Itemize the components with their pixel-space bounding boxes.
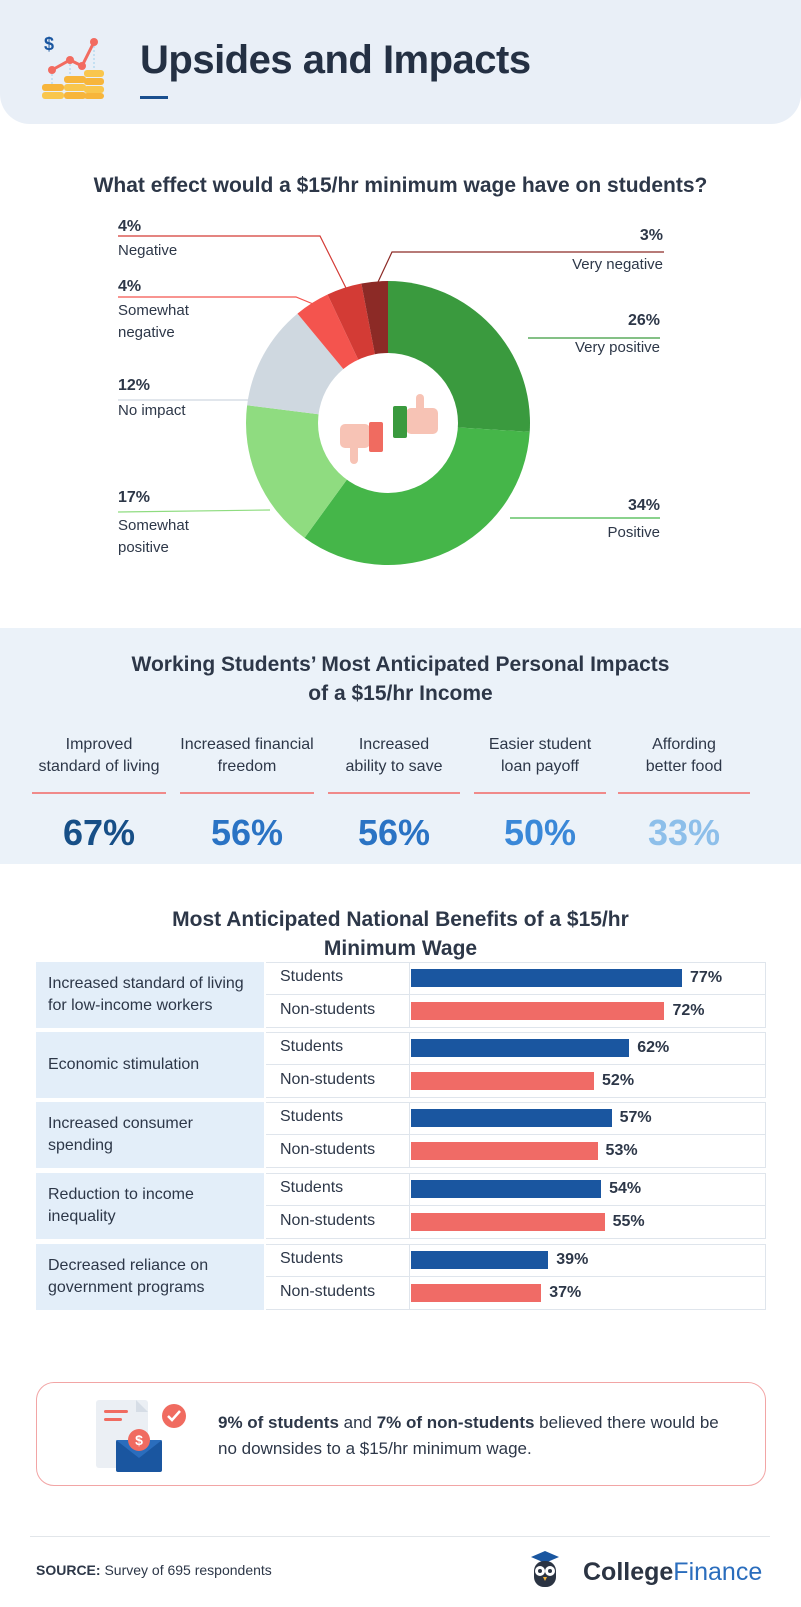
impact-label-line: Increased financial (180, 736, 314, 753)
impact-label-line: better food (645, 758, 723, 775)
callout-stat-students: 9% of students (218, 1413, 339, 1432)
bar-value-label: 52% (602, 1072, 635, 1089)
slice-pct-no-impact: 12% (118, 377, 151, 394)
benefit-rows (266, 1032, 766, 1098)
benefit-group (36, 1102, 766, 1168)
slice-pct-somewhat-positive: 17% (118, 489, 151, 506)
impact-value: 56% (357, 812, 431, 853)
benefit-group (36, 962, 766, 1028)
benefit-row-students (266, 962, 766, 994)
slice-label-no-impact: No impact (118, 402, 186, 419)
impact-divider (618, 792, 750, 794)
callout-connector: and (338, 1413, 377, 1432)
impact-item (618, 734, 750, 854)
benefit-category (36, 1244, 264, 1310)
brand-logo (583, 1558, 762, 1587)
series-label: Non-students (266, 1135, 410, 1167)
series-label: Non-students (266, 1206, 410, 1238)
slice-label-somewhat-negative-1: Somewhat (118, 302, 189, 319)
impact-label-line: Easier student (488, 736, 592, 753)
impact-label (474, 734, 606, 788)
bar-non-students (411, 1142, 598, 1160)
brand-part-2: Finance (673, 1558, 763, 1586)
impact-label-line: Affording (652, 736, 716, 753)
benefit-group (36, 1173, 766, 1239)
bar-value-label: 55% (612, 1213, 645, 1230)
title-underline (140, 96, 168, 99)
slice-pct-very-positive: 26% (627, 312, 660, 329)
benefit-row-students (266, 1032, 766, 1064)
bar-students (411, 969, 682, 987)
slice-label-somewhat-negative-2: negative (118, 324, 175, 341)
benefit-group (36, 1032, 766, 1098)
benefit-row-non-students (266, 1065, 766, 1097)
benefit-category (36, 962, 264, 1028)
impact-value: 33% (647, 812, 721, 853)
page-title: Upsides and Impacts (140, 38, 531, 82)
source-note (36, 1562, 272, 1578)
bar-value-label: 39% (556, 1251, 589, 1268)
row-border (266, 1309, 766, 1310)
benefit-rows (266, 1173, 766, 1239)
bar-value-label: 53% (605, 1142, 638, 1159)
source-text: Survey of 695 respondents (100, 1562, 272, 1578)
row-border (266, 1027, 766, 1028)
slice-pct-somewhat-negative: 4% (118, 278, 142, 295)
impact-label-line: loan payoff (501, 758, 579, 775)
footer-divider (30, 1536, 770, 1537)
series-label: Non-students (266, 1277, 410, 1309)
impact-value: 67% (62, 812, 136, 853)
bar-students (411, 1109, 612, 1127)
benefits-title-line-2: Minimum Wage (323, 937, 478, 960)
benefit-row-non-students (266, 1206, 766, 1238)
benefit-rows (266, 962, 766, 1028)
impact-divider (180, 792, 314, 794)
slice-label-somewhat-positive-2: positive (118, 539, 169, 556)
impact-item (328, 734, 460, 854)
benefit-row-students (266, 1173, 766, 1205)
svg-text:$: $ (44, 34, 55, 54)
impacts-title-line-1: Working Students’ Most Anticipated Personal Impacts (131, 653, 670, 676)
row-border (266, 1238, 766, 1239)
slice-label-very-positive: Very positive (574, 339, 660, 356)
benefit-category-label: Increased consumer spending (48, 1115, 193, 1154)
benefit-category-label: Reduction to income inequality (48, 1186, 194, 1225)
bar-value-label: 77% (690, 969, 723, 986)
slice-label-somewhat-positive-1: Somewhat (118, 517, 189, 534)
benefit-category-label: Increased standard of living for low-income workers (48, 975, 244, 1014)
impact-label (618, 734, 750, 788)
callout-text (218, 1410, 738, 1462)
bar-students (411, 1180, 601, 1198)
benefit-row-non-students (266, 995, 766, 1027)
bar-non-students (411, 1072, 594, 1090)
impact-item (32, 734, 166, 854)
impact-label (328, 734, 460, 788)
benefit-row-students (266, 1244, 766, 1276)
benefit-row-students (266, 1102, 766, 1134)
benefit-category-label: Decreased reliance on government programs (48, 1257, 209, 1296)
series-label: Non-students (266, 995, 410, 1027)
series-label: Students (266, 1032, 410, 1064)
slice-label-negative: Negative (118, 242, 178, 259)
impacts-title-line-2: of a $15/hr Income (308, 682, 493, 705)
invoice-check-icon (92, 1396, 188, 1476)
bar-students (411, 1251, 548, 1269)
donut-title: What effect would a $15/hr minimum wage have on students? (93, 174, 708, 197)
impact-label-line: Increased (358, 736, 430, 753)
callout-stat-nonstudents: 7% of non-students (376, 1413, 535, 1432)
impact-label-line: Improved (65, 736, 133, 753)
impact-divider (32, 792, 166, 794)
impact-label-line: ability to save (345, 758, 443, 775)
series-label: Students (266, 1102, 410, 1134)
benefit-rows (266, 1244, 766, 1310)
bar-non-students (411, 1284, 541, 1302)
impact-item (180, 734, 314, 854)
benefits-title (0, 905, 801, 963)
benefit-row-non-students (266, 1277, 766, 1309)
row-border (266, 1097, 766, 1098)
benefit-row-non-students (266, 1135, 766, 1167)
series-label: Students (266, 1173, 410, 1205)
series-label: Non-students (266, 1065, 410, 1097)
bar-non-students (411, 1213, 605, 1231)
bar-students (411, 1039, 629, 1057)
row-border (266, 1167, 766, 1168)
growth-chart-icon (38, 30, 106, 102)
impact-label-line: standard of living (38, 758, 160, 775)
impact-label (180, 734, 314, 788)
impact-divider (328, 792, 460, 794)
bar-non-students (411, 1002, 664, 1020)
impact-label-line: freedom (217, 758, 277, 775)
impact-label (32, 734, 166, 788)
slice-pct-negative: 4% (118, 218, 142, 235)
benefits-title-line-1: Most Anticipated National Benefits of a $15/hr (172, 908, 629, 931)
benefit-group (36, 1244, 766, 1310)
owl-logo-icon (530, 1549, 560, 1591)
impact-value: 56% (210, 812, 284, 853)
benefit-category-label: Economic stimulation (48, 1056, 200, 1073)
impact-value: 50% (503, 812, 577, 853)
benefit-category (36, 1032, 264, 1098)
callout-rest: believed there would be no downsides to a $15/hr minimum wage. (218, 1413, 719, 1458)
slice-label-very-negative: Very negative (572, 256, 663, 273)
impact-item (474, 734, 606, 854)
slice-label-positive: Positive (607, 524, 660, 541)
benefit-category (36, 1173, 264, 1239)
bar-value-label: 57% (619, 1109, 652, 1126)
bar-value-label: 72% (672, 1002, 705, 1019)
benefit-rows (266, 1102, 766, 1168)
brand-part-1: College (583, 1558, 674, 1586)
impacts-title (0, 650, 801, 708)
leader-line-somewhat-positive (118, 510, 270, 512)
series-label: Students (266, 1244, 410, 1276)
bar-value-label: 37% (549, 1284, 582, 1301)
impact-divider (474, 792, 606, 794)
source-label: SOURCE: (36, 1562, 101, 1578)
bar-value-label: 62% (637, 1039, 670, 1056)
svg-text:$: $ (135, 1432, 143, 1448)
slice-pct-positive: 34% (627, 497, 660, 514)
bar-value-label: 54% (609, 1180, 642, 1197)
series-label: Students (266, 962, 410, 994)
benefit-category (36, 1102, 264, 1168)
slice-pct-very-negative: 3% (639, 227, 663, 244)
